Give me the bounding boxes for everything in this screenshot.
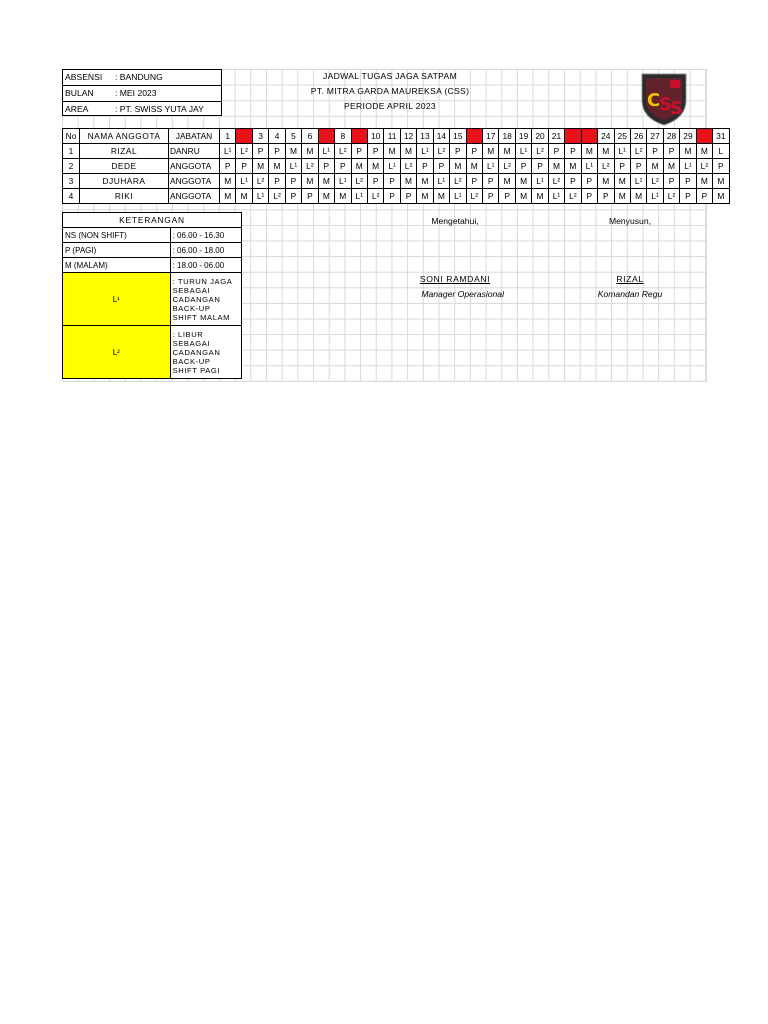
header-key: ABSENSI [65,72,103,82]
desc-line: SEBAGAI [172,285,211,295]
svg-text:S: S [659,94,672,115]
shift-cell: P [630,159,646,174]
shift-cell: M [680,144,696,159]
shift-cell: L¹ [433,174,449,189]
shift-cell: M [302,144,318,159]
shift-cell: M [598,144,614,159]
shift-cell: L¹ [236,174,252,189]
shift-cell: P [384,189,400,204]
shift-cell: M [367,159,383,174]
day-header: 23 [581,129,597,144]
day-header: 12 [400,129,416,144]
shift-cell: P [285,189,301,204]
day-header: 3 [252,129,268,144]
period-label: PERIODE APRIL 2023 [343,101,437,111]
company-name: PT. MITRA GARDA MAUREKSA (CSS) [310,86,470,96]
svg-text:S: S [670,98,683,119]
shift-cell: P [384,174,400,189]
day-header: 10 [367,129,383,144]
shift-cell: M [663,159,679,174]
shift-cell: P [335,159,351,174]
header-row-absensi [63,70,221,86]
legend-value: : 18.00 - 06.00 [170,258,241,273]
sign-right-name: RIZAL [616,274,644,284]
day-header: 30 [696,129,712,144]
row-number: 1 [63,144,80,159]
desc-line: BACK-UP [172,356,211,366]
shift-cell: L¹ [220,144,236,159]
css-logo-icon [640,70,688,126]
shift-cell: L² [565,189,581,204]
day-header: 29 [680,129,696,144]
shift-cell: P [450,144,466,159]
shift-cell: M [220,189,236,204]
shift-cell: M [236,189,252,204]
shift-cell: M [713,174,729,189]
shift-cell: P [285,174,301,189]
shift-cell: M [417,189,433,204]
shift-cell: P [581,174,597,189]
day-header: 11 [384,129,400,144]
member-name: RIZAL [80,144,169,159]
shift-cell: L¹ [335,174,351,189]
shift-cell: M [450,159,466,174]
shift-cell: M [285,144,301,159]
shift-cell: L¹ [515,144,531,159]
shift-cell: M [630,189,646,204]
member-name: RIKI [80,189,169,204]
schedule-title: JADWAL TUGAS JAGA SATPAM [322,71,458,81]
legend-code-l1: L¹ [63,273,171,326]
day-header: 24 [598,129,614,144]
shift-cell: P [236,159,252,174]
shift-cell: P [466,174,482,189]
shift-cell: P [565,174,581,189]
legend-value: : 06.00 - 18.00 [170,243,241,258]
shift-cell: P [680,174,696,189]
shift-cell: M [220,174,236,189]
shift-cell: P [367,174,383,189]
legend-desc-l1 [170,273,241,326]
shift-cell: L¹ [647,189,663,204]
shift-cell: L¹ [680,159,696,174]
day-header: 31 [713,129,729,144]
row-number: 4 [63,189,80,204]
shift-cell: P [220,159,236,174]
shift-cell: L² [450,174,466,189]
shift-cell: P [302,189,318,204]
shift-cell: P [647,144,663,159]
sign-right-position: Komandan Regu [597,289,663,299]
day-header: 14 [433,129,449,144]
svg-text:C: C [647,90,661,111]
shift-cell: L² [269,189,285,204]
shift-cell: P [367,144,383,159]
shift-cell: P [433,159,449,174]
header-row-bulan [63,86,221,102]
day-header: 5 [285,129,301,144]
shift-cell: P [581,189,597,204]
day-header: 4 [269,129,285,144]
shift-cell: L¹ [581,159,597,174]
shift-cell: L¹ [450,189,466,204]
shift-cell: M [614,189,630,204]
shift-cell: L¹ [548,189,564,204]
shift-cell: P [252,144,268,159]
shift-cell: L¹ [483,159,499,174]
shift-cell: L¹ [417,144,433,159]
shift-cell: L² [400,159,416,174]
desc-line: : TURUN JAGA [172,276,233,286]
shift-cell: L² [252,174,268,189]
day-header: 25 [614,129,630,144]
shift-cell: M [302,174,318,189]
day-header: 18 [499,129,515,144]
shift-cell: L¹ [384,159,400,174]
shift-cell: L¹ [318,144,334,159]
member-role: ANGGOTA [169,174,220,189]
day-header: 16 [466,129,482,144]
shift-cell: L¹ [351,189,367,204]
sign-left-caption: Mengetahui, [431,216,479,226]
schedule-table [62,128,730,204]
shift-cell: M [532,189,548,204]
shift-cell: M [696,174,712,189]
legend-value: : 06.00 - 16.30 [170,228,241,243]
shift-cell: L² [532,144,548,159]
sign-left-position: Manager Operasional [421,289,504,299]
shift-cell: P [663,174,679,189]
header-value: : MEI 2023 [115,88,157,98]
desc-line: SHIFT PAGI [172,365,221,375]
shift-cell: L¹ [614,144,630,159]
day-header: 15 [450,129,466,144]
day-header: 13 [417,129,433,144]
shift-cell: M [515,174,531,189]
shift-cell: M [318,189,334,204]
shift-cell: P [400,189,416,204]
header-info-box [62,69,222,116]
desc-line: CADANGAN [172,347,221,357]
shift-cell: L² [351,174,367,189]
shift-cell: P [515,159,531,174]
legend-desc-l2 [170,326,241,379]
legend-label: P (PAGI) [63,243,171,258]
legend-table [62,212,242,379]
shift-cell: M [565,159,581,174]
shift-cell: M [335,189,351,204]
shift-cell: L² [696,159,712,174]
shift-cell: M [351,159,367,174]
header-row-area [63,102,221,117]
table-row [63,189,730,204]
desc-line: CADANGAN [172,294,221,304]
day-header: 17 [483,129,499,144]
table-row [63,174,730,189]
legend-title: KETERANGAN [63,213,242,228]
shift-cell: L² [548,174,564,189]
shift-cell: P [598,189,614,204]
shift-cell: M [466,159,482,174]
shift-cell: M [318,174,334,189]
day-header: 22 [565,129,581,144]
shift-cell: P [532,159,548,174]
shift-cell: P [713,159,729,174]
col-header-name: NAMA ANGGOTA [80,129,169,144]
day-header: 7 [318,129,334,144]
shift-cell: P [466,144,482,159]
shift-cell: M [433,189,449,204]
day-header: 28 [663,129,679,144]
table-row [63,144,730,159]
shift-cell: P [483,189,499,204]
shift-cell: M [417,174,433,189]
desc-line: : LIBUR [172,329,204,339]
shift-cell: M [598,174,614,189]
shift-cell: M [252,159,268,174]
shift-cell: P [483,174,499,189]
shift-cell: M [515,189,531,204]
shift-cell: M [581,144,597,159]
header-value: : PT. SWISS YUTA JAY [115,104,204,114]
shift-cell: M [548,159,564,174]
day-header: 6 [302,129,318,144]
shift-cell: P [680,189,696,204]
sign-right-caption: Menyusun, [608,216,652,226]
member-role: ANGGOTA [169,159,220,174]
shift-cell: P [318,159,334,174]
shift-cell: M [384,144,400,159]
shift-cell: L² [499,159,515,174]
day-header: 26 [630,129,646,144]
shift-cell: P [269,174,285,189]
shift-cell: M [696,144,712,159]
day-header: 9 [351,129,367,144]
shift-cell: M [269,159,285,174]
shift-cell: L² [598,159,614,174]
member-role: DANRU [169,144,220,159]
header-key: AREA [65,104,89,114]
shift-cell: P [696,189,712,204]
desc-line: BACK-UP [172,303,211,313]
shift-cell: P [351,144,367,159]
shift-cell: P [417,159,433,174]
shift-cell: L¹ [532,174,548,189]
shift-cell: M [400,174,416,189]
shift-cell: L¹ [630,174,646,189]
day-header: 8 [335,129,351,144]
desc-line: SEBAGAI [172,338,211,348]
shift-cell: P [565,144,581,159]
col-header-role: JABATAN [169,129,220,144]
legend-code-l2: L² [63,326,171,379]
shift-cell: M [614,174,630,189]
shift-cell: P [499,189,515,204]
header-key: BULAN [65,88,94,98]
shift-cell: L² [302,159,318,174]
header-value: : BANDUNG [115,72,163,82]
shift-cell: M [647,159,663,174]
shift-cell: L² [663,189,679,204]
col-header-no: No [63,129,80,144]
legend-label: NS (NON SHIFT) [63,228,171,243]
shift-cell: M [499,144,515,159]
shift-cell: M [713,189,729,204]
shift-cell: L² [466,189,482,204]
row-number: 2 [63,159,80,174]
legend-label: M (MALAM) [63,258,171,273]
shift-cell: P [269,144,285,159]
shift-cell: P [663,144,679,159]
shift-cell: P [548,144,564,159]
shift-cell: P [614,159,630,174]
member-name: DEDE [80,159,169,174]
desc-line: SHIFT MALAM [172,312,231,322]
schedule-header-row [63,129,730,144]
shift-cell: M [499,174,515,189]
shift-cell: L² [236,144,252,159]
shift-cell: L² [647,174,663,189]
shift-cell: M [483,144,499,159]
shift-cell: L² [433,144,449,159]
day-header: 27 [647,129,663,144]
day-header: 21 [548,129,564,144]
shift-cell: L¹ [252,189,268,204]
shift-cell: M [400,144,416,159]
table-row [63,159,730,174]
day-header: 20 [532,129,548,144]
shift-cell: L² [367,189,383,204]
shift-cell: L² [630,144,646,159]
shift-cell: L² [335,144,351,159]
member-name: DJUHARA [80,174,169,189]
shift-cell: L¹ [285,159,301,174]
day-header: 19 [515,129,531,144]
row-number: 3 [63,174,80,189]
day-header: 2 [236,129,252,144]
shift-cell: L [713,144,729,159]
sign-left-name: SONI RAMDANI [419,274,491,284]
day-header: 1 [220,129,236,144]
member-role: ANGGOTA [169,189,220,204]
